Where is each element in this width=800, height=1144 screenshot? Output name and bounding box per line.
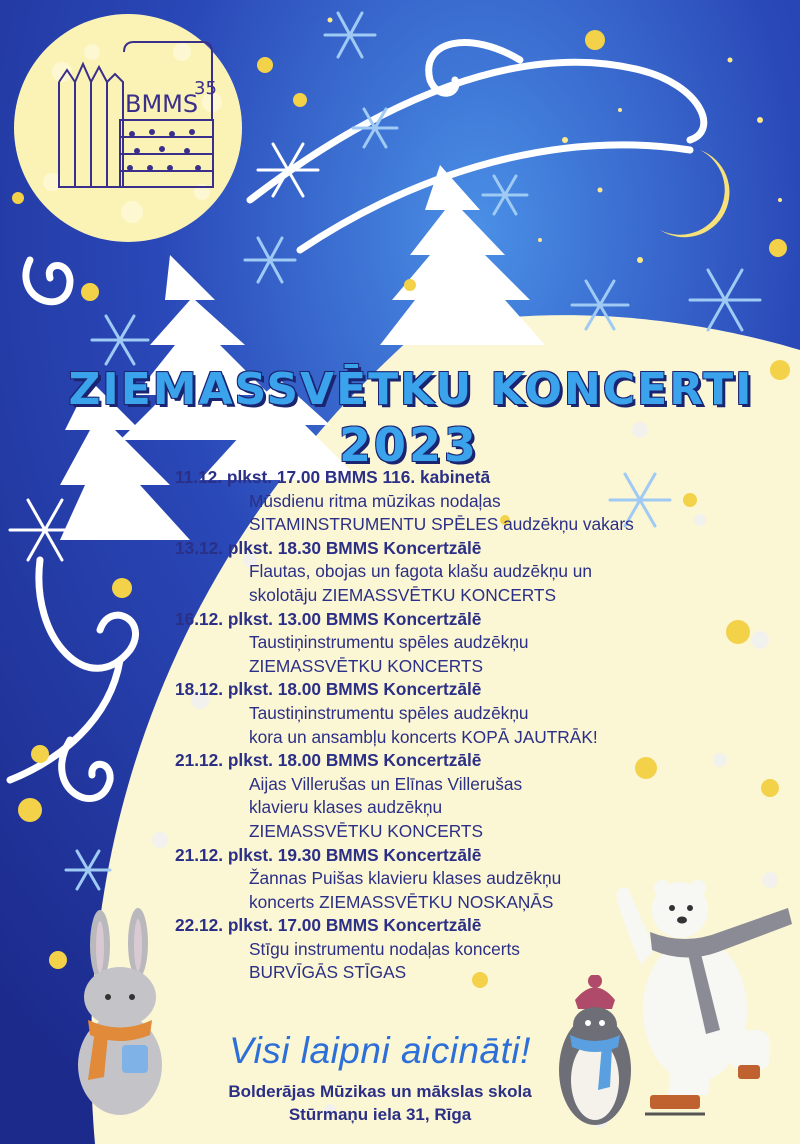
event-line: Taustiņinstrumentu spēles audzēkņu: [249, 702, 529, 723]
event-line: Flautas, obojas un fagota klašu audzēkņu un: [249, 561, 592, 582]
event-line: Aijas Villerušas un Elīnas Villerušas: [249, 773, 523, 794]
event-line: ZIEMASSVĒTKU KONCERTS: [249, 655, 483, 676]
logo-number: 35: [194, 78, 217, 99]
event-header: 18.12. plkst. 18.00 BMMS Koncertzālē: [175, 679, 482, 700]
poster-title: ZIEMASSVĒTKU KONCERTI: [68, 364, 754, 415]
event-item: [175, 749, 735, 843]
event-header: 16.12. plkst. 13.00 BMMS Koncertzālē: [175, 608, 482, 629]
footer-address: [170, 1080, 590, 1126]
event-line: Mūsdienu ritma mūzikas nodaļas: [249, 490, 501, 511]
street-address: Stūrmaņu iela 31, Rīga: [288, 1105, 472, 1124]
event-header: 21.12. plkst. 18.00 BMMS Koncertzālē: [175, 750, 482, 771]
event-line: Stīgu instrumentu nodaļas koncerts: [249, 938, 520, 959]
school-logo: [12, 12, 244, 244]
event-line: skolotāju ZIEMASSVĒTKU KONCERTS: [249, 584, 556, 605]
event-item: [175, 608, 735, 679]
event-item: [175, 678, 735, 749]
poster-year: 2023: [338, 418, 480, 472]
event-line: kora un ansambļu koncerts KOPĀ JAUTRĀK!: [249, 726, 598, 747]
logo-text: BMMS: [125, 90, 199, 118]
polar-bear-illustration: [610, 880, 795, 1125]
event-line: klavieru klases audzēkņu: [249, 797, 443, 818]
event-header: 22.12. plkst. 17.00 BMMS Koncertzālē: [175, 915, 482, 936]
event-item: [175, 537, 735, 608]
event-line: Taustiņinstrumentu spēles audzēkņu: [249, 632, 529, 653]
event-line: SITAMINSTRUMENTU SPĒLES audzēkņu vakars: [249, 514, 634, 535]
event-line: koncerts ZIEMASSVĒTKU NOSKAŅĀS: [249, 891, 554, 912]
school-name: Bolderājas Mūzikas un mākslas skola: [228, 1082, 532, 1101]
event-header: 11.12. plkst. 17.00 BMMS 116. kabinetā: [175, 467, 491, 487]
event-line: Žannas Puišas klavieru klases audzēkņu: [249, 868, 562, 889]
welcome-message: Visi laipni aicināti!: [229, 1030, 531, 1071]
event-line: ZIEMASSVĒTKU KONCERTS: [249, 820, 483, 841]
event-header: 13.12. plkst. 18.30 BMMS Koncertzālē: [175, 537, 482, 558]
event-header: 21.12. plkst. 19.30 BMMS Koncertzālē: [175, 844, 482, 865]
event-item: [175, 466, 735, 537]
rabbit-illustration: [60, 905, 180, 1115]
event-line: BURVĪGĀS STĪGAS: [249, 962, 407, 983]
